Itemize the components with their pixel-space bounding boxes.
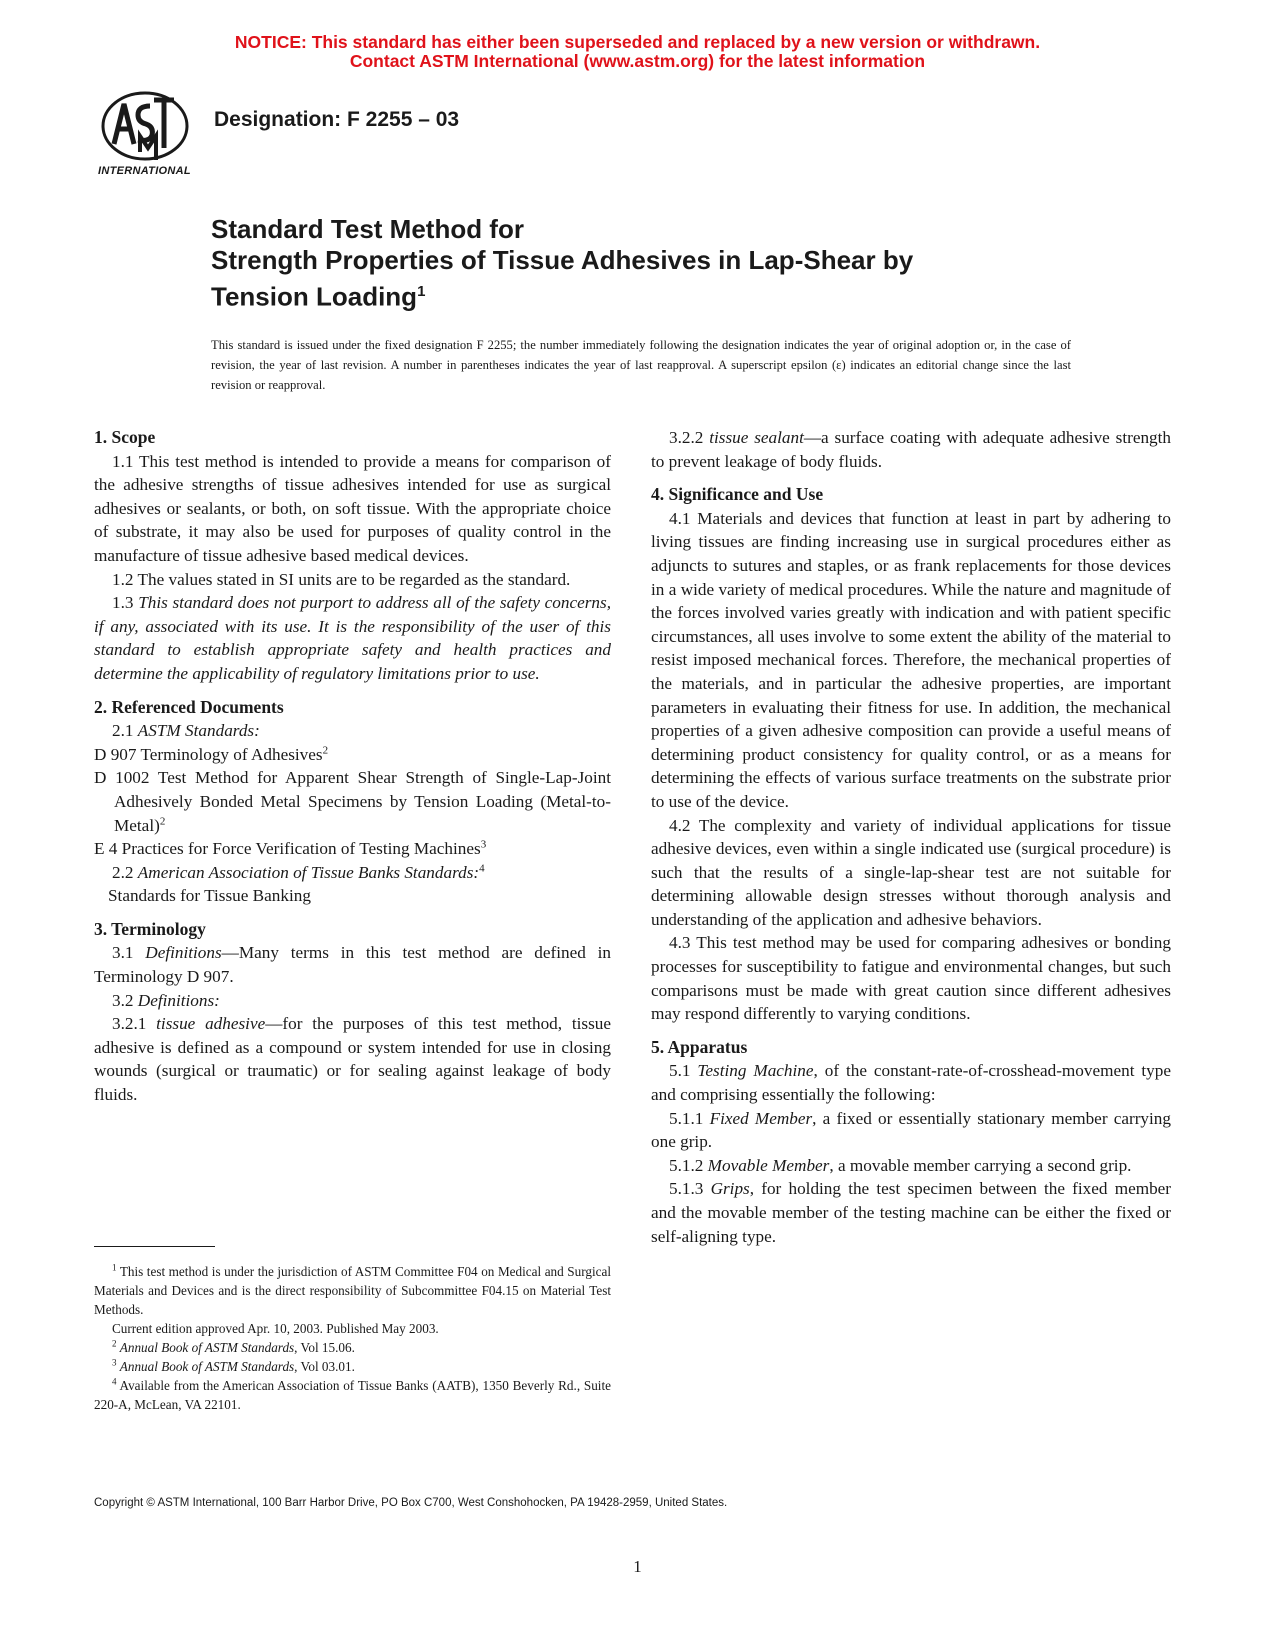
footnote-1-mark: 1 <box>112 1262 117 1273</box>
footnote-1-text: This test method is under the jurisdiction of ASTM Committee F04 on Medical and Surgical Materials and Devices and is the direct responsibility of Subcommittee F04.15 on Material Test Methods. <box>94 1264 611 1317</box>
footnote-2 <box>94 1338 611 1357</box>
footnotes <box>94 1262 611 1414</box>
designation: Designation: F 2255 – 03 <box>214 108 460 131</box>
footnote-2-mark: 2 <box>112 1338 117 1349</box>
paragraph-3-2-1-number: 3.2.1 <box>112 1014 147 1034</box>
footnote-divider <box>94 1246 215 1247</box>
paragraph-3-2-2-text: —a surface coating with adequate adhesive strength to prevent leakage of body fluids. <box>651 428 1172 471</box>
footnote-4 <box>94 1376 611 1414</box>
paragraph-2-2-footnote: 4 <box>479 861 485 874</box>
paragraph-5-1-term: Testing Machine <box>697 1061 814 1081</box>
paragraph-2-2 <box>94 861 611 885</box>
footnote-3-mark: 3 <box>112 1357 117 1368</box>
paragraph-2-2-number: 2.2 <box>112 862 134 882</box>
paragraph-5-1-2-term: Movable Member <box>707 1155 830 1175</box>
paragraph-4-2: 4.2 The complexity and variety of individual applications for tissue adhesive devices, even within a single indicated use (surgical procedure) is such that the results of a single-lap-shear test are not suitable for determining allowable design stresses without thorough analysis and understanding of the application and adhesive behaviors. <box>651 815 1171 929</box>
paragraph-4-3: 4.3 This test method may be used for comparing adhesives or bonding processes for susceptibility to fatigue and environmental changes, but such comparisons must be made with great caution since different adhesives may respond differently to varying conditions. <box>651 933 1171 1024</box>
footnote-2-vol: , Vol 15.06. <box>294 1340 355 1355</box>
paragraph-5-1 <box>651 1059 1171 1106</box>
paragraph-2-2-text: American Association of Tissue Banks Standards: <box>137 862 480 882</box>
notice-line-2: Contact ASTM International (www.astm.org) for the latest information <box>349 51 926 71</box>
reference-d1002-text: D 1002 Test Method for Apparent Shear Strength of Single-Lap-Joint Adhesively Bonded Metal Specimens by Tension Loading (Metal-to-Metal) <box>94 768 611 835</box>
section-heading-significance: 4. Significance and Use <box>651 484 824 505</box>
footnote-2-book: Annual Book of ASTM Standards <box>119 1340 295 1355</box>
right-column <box>651 426 1171 1248</box>
paragraph-3-2-2-number: 3.2.2 <box>669 428 704 447</box>
section-heading-scope: 1. Scope <box>94 427 156 447</box>
notice-banner <box>0 33 1275 71</box>
paragraph-3-2 <box>94 989 611 1013</box>
reference-d907-footnote: 2 <box>322 743 329 756</box>
title-footnote-mark: 1 <box>417 283 426 300</box>
copyright: Copyright © ASTM International, 100 Barr Harbor Drive, PO Box C700, West Conshohocken, PA 19428-2959, United States. <box>94 1497 728 1509</box>
paragraph-5-1-1 <box>651 1107 1171 1154</box>
reference-e4 <box>94 837 611 861</box>
footnote-1-edition: Current edition approved Apr. 10, 2003. Published May 2003. <box>112 1321 439 1336</box>
title-line-3 <box>211 276 913 313</box>
footnote-3-vol: , Vol 03.01. <box>294 1359 355 1374</box>
paragraph-1-3-text: This standard does not purport to address all of the safety concerns, if any, associated with its use. It is the responsibility of the user of this standard to establish appropriate safety and health practices and determine the applicability of regulatory limitations prior to use. <box>94 593 612 683</box>
paragraph-3-2-number: 3.2 <box>112 990 134 1010</box>
paragraph-3-2-1 <box>94 1012 611 1106</box>
section-heading-apparatus: 5. Apparatus <box>651 1036 748 1057</box>
paragraph-2-1-number: 2.1 <box>112 721 134 741</box>
reference-d907 <box>94 743 611 767</box>
paragraph-5-1-1-term: Fixed Member <box>709 1108 813 1128</box>
reference-tissue-banking: Standards for Tissue Banking <box>108 886 311 906</box>
paragraph-5-1-2-text: , a movable member carrying a second grip. <box>829 1155 1132 1175</box>
paragraph-3-1 <box>94 941 611 988</box>
footnote-3-book: Annual Book of ASTM Standards <box>119 1359 295 1374</box>
section-heading-terminology: 3. Terminology <box>94 918 206 939</box>
paragraph-5-1-1-number: 5.1.1 <box>669 1108 704 1128</box>
paragraph-5-1-2 <box>651 1154 1171 1178</box>
reference-e4-footnote: 3 <box>480 838 487 851</box>
footnote-3 <box>94 1357 611 1376</box>
reference-d907-text: D 907 Terminology of Adhesives <box>94 744 323 764</box>
reference-d1002-footnote: 2 <box>159 814 166 827</box>
paragraph-5-1-3-text: , for holding the test specimen between the fixed member and the movable member of the testing machine can be either the fixed or self-aligning type. <box>651 1179 1172 1246</box>
left-column <box>94 426 611 1107</box>
paragraph-5-1-3-number: 5.1.3 <box>669 1179 704 1199</box>
paragraph-1-3-number: 1.3 <box>112 593 134 613</box>
reference-e4-text: E 4 Practices for Force Verification of Testing Machines <box>94 839 481 859</box>
paragraph-5-1-1-text: , a fixed or essentially stationary member carrying one grip. <box>651 1108 1171 1152</box>
paragraph-1-2: 1.2 The values stated in SI units are to be regarded as the standard. <box>112 569 571 589</box>
paragraph-3-2-2 <box>651 426 1171 473</box>
document-title <box>211 214 913 313</box>
paragraph-3-2-1-term: tissue adhesive <box>156 1014 266 1034</box>
paragraph-3-2-2-term: tissue sealant <box>709 428 804 447</box>
paragraph-5-1-text: , of the constant-rate-of-crosshead-movement type and comprising essentially the following: <box>651 1061 1171 1105</box>
footnote-1 <box>94 1262 611 1319</box>
paragraph-4-1: 4.1 Materials and devices that function at least in part by adhering to living tissues are finding increasing use in surgical procedures either as adjuncts to sutures and staples, or as frank replacements for those devices in a wide variety of medical procedures. While the nature and magnitude of the forces involved varies greatly with indication and with patient specific circumstances, all uses involve to some extent the ability of the material to resist imposed mechanical forces. Therefore, the mechanical properties of the materials, and in particular the adhesive properties, are important parameters in evaluating their fitness for use. In addition, the mechanical properties of a given adhesive composition can provide a useful means of determining product consistency for quality control, or as a means for determining the effects of various surface treatments on the substrate prior to use of the device. <box>651 508 1171 811</box>
title-line-2: Strength Properties of Tissue Adhesives in Lap-Shear by <box>211 245 914 275</box>
title-line-1: Standard Test Method for <box>211 214 524 244</box>
paragraph-3-1-term: Definitions <box>145 943 222 963</box>
footnote-4-mark: 4 <box>112 1376 117 1387</box>
paragraph-5-1-3-term: Grips <box>710 1179 750 1199</box>
paragraph-1-3 <box>94 591 611 685</box>
paragraph-5-1-number: 5.1 <box>669 1061 691 1081</box>
notice-line-1: NOTICE: This standard has either been superseded and replaced by a new version or withdrawn. <box>234 32 1041 52</box>
paragraph-2-1 <box>94 719 611 743</box>
paragraph-3-1-number: 3.1 <box>112 943 134 963</box>
paragraph-3-2-term: Definitions: <box>137 990 220 1010</box>
paragraph-5-1-2-number: 5.1.2 <box>669 1155 704 1175</box>
paragraph-5-1-3 <box>651 1177 1171 1248</box>
paragraph-3-1-text: —Many terms in this test method are defined in Terminology D 907. <box>94 943 612 987</box>
paragraph-1-1: 1.1 This test method is intended to provide a means for comparison of the adhesive strengths of tissue adhesives intended for use as surgical adhesives or sealants, or both, on soft tissue. With the appropriate choice of substrate, it may also be used for purposes of quality control in the manufacture of tissue adhesive based medical devices. <box>94 451 611 565</box>
title-line-3-text: Tension Loading <box>211 281 418 312</box>
footnote-4-text: Available from the American Association of Tissue Banks (AATB), 1350 Beverly Rd., Suite 220-A, McLean, VA 22101. <box>94 1378 611 1412</box>
section-heading-referenced-documents: 2. Referenced Documents <box>94 696 284 717</box>
page-number: 1 <box>633 1557 642 1576</box>
paragraph-3-2-1-text: —for the purposes of this test method, tissue adhesive is defined as a compound or system intended for use in closing wounds (surgical or traumatic) or for sealing against leakage of body fluids. <box>94 1014 611 1105</box>
logo-text: INTERNATIONAL <box>98 165 191 177</box>
reference-d1002 <box>94 766 611 837</box>
paragraph-2-1-text: ASTM Standards: <box>137 721 260 741</box>
issue-note: This standard is issued under the fixed designation F 2255; the number immediately following the designation indicates the year of original adoption or, in the case of revision, the year of last revision. A number in parentheses indicates the year of last reapproval. A superscript epsilon (ε) indicates an editorial change since the last revision or reapproval. <box>211 338 1071 392</box>
